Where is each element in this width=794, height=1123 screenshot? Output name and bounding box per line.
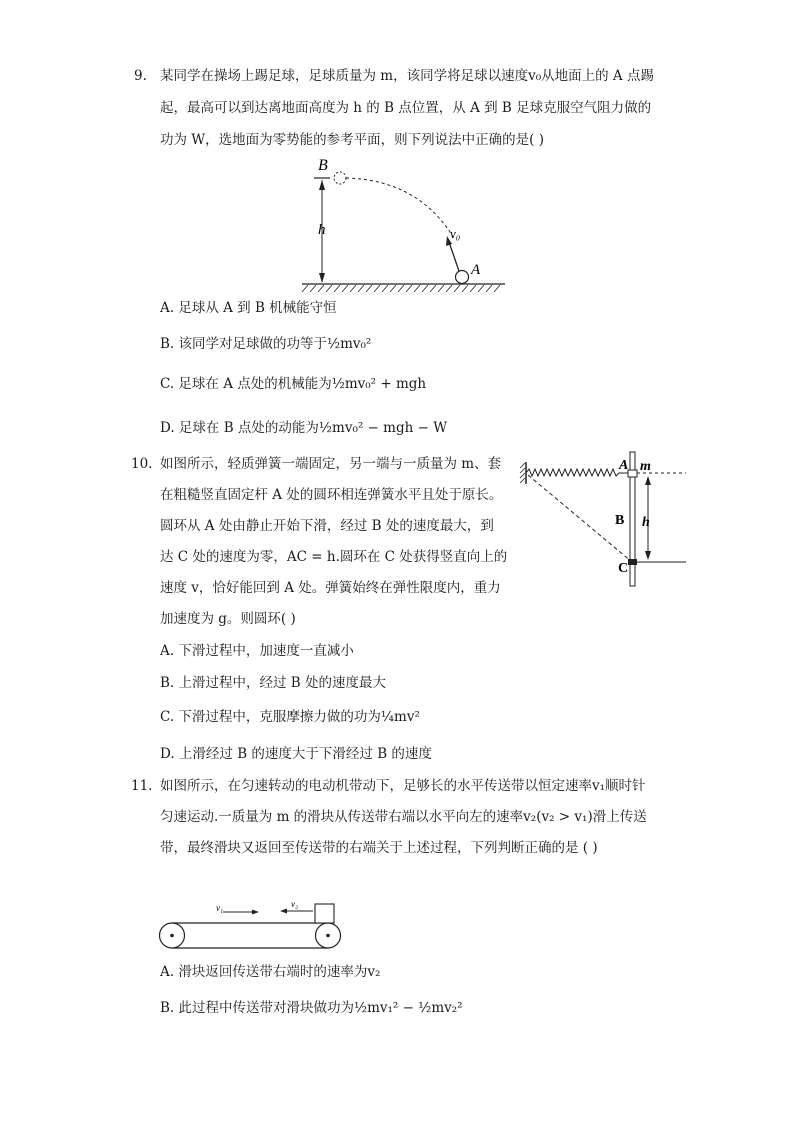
q10-stem-line4: 达 C 处的速度为零，AC = h.圆环在 C 处获得竖直向上的 [160, 549, 508, 565]
q11-figure [155, 898, 355, 953]
q11-stem-line1: 如图所示，在匀速转动的电动机带动下，足够长的水平传送带以恒定速率v₁顺时针 [160, 778, 646, 794]
q11-number: 11. [131, 778, 153, 794]
q10-label-h: h [642, 515, 650, 530]
q10-option-a: A. 下滑过程中，加速度一直减小 [160, 643, 354, 659]
q11-label-v2: v₂ [291, 899, 299, 909]
q10-option-c: C. 下滑过程中，克服摩擦力做的功为¼mv² [160, 709, 420, 725]
q9-option-d: D. 足球在 B 点处的动能为½mv₀² − mgh − W [160, 420, 448, 436]
q11-option-b: B. 此过程中传送带对滑块做功为½mv₁² − ½mv₂² [160, 1000, 463, 1016]
q10-stem-line2: 在粗糙竖直固定杆 A 处的圆环相连弹簧水平且处于原长。 [160, 487, 503, 503]
q10-option-b: B. 上滑过程中，经过 B 处的速度最大 [160, 675, 387, 691]
q10-label-B: B [615, 513, 625, 528]
q9-label-v0: v₀ [450, 226, 461, 241]
q10-figure [518, 448, 690, 590]
q11-stem-line3: 带，最终滑块又返回至传送带的右端关于上述过程，下列判断正确的是 ( ) [160, 840, 598, 856]
q9-label-B: B [318, 157, 328, 174]
q10-number: 10. [131, 456, 153, 472]
q10-stem-line6: 加速度为 g。则圆环( ) [160, 611, 296, 627]
q10-label-A: A [619, 458, 629, 473]
q9-number: 9. [134, 68, 147, 84]
q10-label-C: C [618, 561, 629, 576]
q9-option-b: B. 该同学对足球做的功等于½mv₀² [160, 336, 372, 352]
q11-stem-line2: 匀速运动.一质量为 m 的滑块从传送带右端以水平向左的速率v₂(v₂ > v₁)滑上传送 [160, 809, 647, 825]
q10-label-m: m [640, 459, 651, 474]
q9-stem-line3: 功为 W，选地面为零势能的参考平面，则下列说法中正确的是( ) [160, 132, 544, 148]
q10-stem-line1: 如图所示，轻质弹簧一端固定，另一端与一质量为 m、套 [160, 456, 502, 472]
q9-option-c: C. 足球在 A 点处的机械能为½mv₀² + mgh [160, 376, 427, 392]
q9-label-h: h [318, 222, 326, 238]
q10-option-d: D. 上滑经过 B 的速度大于下滑经过 B 的速度 [160, 746, 432, 762]
q10-stem-line5: 速度 v，恰好能回到 A 处。弹簧始终在弹性限度内，重力 [160, 580, 501, 596]
q11-option-a: A. 滑块返回传送带右端时的速率为v₂ [160, 964, 381, 980]
q9-figure [300, 150, 510, 298]
q9-label-A: A [471, 262, 481, 278]
q10-stem-line3: 圆环从 A 处由静止开始下滑，经过 B 处的速度最大，到 [160, 518, 494, 534]
q9-stem-line2: 起，最高可以到达离地面高度为 h 的 B 点位置，从 A 到 B 足球克服空气阻力做的 [160, 100, 652, 116]
q9-stem-line1: 某同学在操场上踢足球，足球质量为 m，该同学将足球以速度v₀从地面上的 A 点踢 [160, 68, 654, 84]
q11-label-v1: v₁ [216, 903, 224, 913]
q9-option-a: A. 足球从 A 到 B 机械能守恒 [160, 300, 337, 316]
